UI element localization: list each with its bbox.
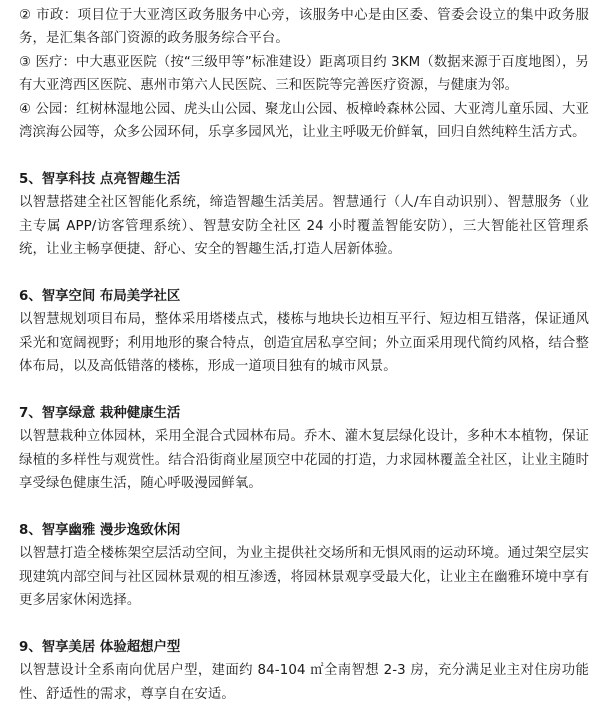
section-smart-home: [19, 636, 589, 706]
section-body: 以智慧打造全楼栋架空层活动空间，为业主提供社交场所和无惧风雨的运动环境。通过架空层实现建筑内部空间与社区园林景观的相互渗透，将园林景观享受最大化，让业主在幽雅环境中享有更多居家休闲选择。: [19, 546, 589, 609]
section-smart-green: [19, 402, 589, 496]
section-heading: 7、智享绿意 栽种健康生活: [19, 405, 181, 421]
section-heading: 6、智享空间 布局美学社区: [19, 288, 181, 304]
section-body: 以智慧搭建全社区智能化系统，缔造智趣生活美居。智慧通行（人/车自动识别）、智慧服务（业主专属 APP/访客管理系统）、智慧安防全社区 24 小时覆盖智能安防），三大智能社区管理系统，让业主畅享便捷、舒心、安全的智趣生活,打造人居新体验。: [19, 195, 589, 258]
section-heading: 9、智享美居 体验超想户型: [19, 639, 181, 655]
section-heading: 5、智享科技 点亮智趣生活: [19, 171, 181, 187]
intro-item-municipal: ② 市政：项目位于大亚湾区政务服务中心旁，该服务中心是由区委、管委会设立的集中政务服务，是汇集各部门资源的政务服务综合平台。: [19, 8, 589, 47]
section-body: 以智慧栽种立体园林，采用全混合式园林布局。乔木、灌木复层绿化设计，多种木本植物，保证绿植的多样性与观赏性。结合沿街商业屋顶空中花园的打造，力求园林覆盖全社区，让业主随时享受绿色健康生活，随心呼吸漫园鲜氧。: [19, 429, 589, 492]
section-heading: 8、智享幽雅 漫步逸致休闲: [19, 522, 181, 538]
intro-item-parks: ④ 公园：红树林湿地公园、虎头山公园、聚龙山公园、板樟岭森林公园、大亚湾儿童乐园、大亚湾滨海公园等，众多公园环伺，乐享多园风光，让业主呼吸无价鲜氧，回归自然纯粹生活方式。: [19, 101, 589, 141]
section-body: 以智慧设计全系南向优居户型，建面约 84-104 ㎡全南智想 2-3 房，充分满足业主对住房功能性、舒适性的需求，尊享自在安适。: [19, 663, 589, 702]
section-body: 以智慧规划项目布局，整体采用塔楼点式，楼栋与地块长边相互平行、短边相互错落，保证通风采光和宽阔视野；利用地形的聚合特点，创造宜居私享空间；外立面采用现代简约风格，结合整体布局，以及高低错落的楼栋，形成一道项目独有的城市风景。: [19, 312, 589, 375]
section-smart-tech: [19, 168, 589, 262]
section-smart-leisure: [19, 519, 589, 613]
section-smart-space: [19, 285, 589, 379]
intro-item-medical: ③ 医疗：中大惠亚医院（按“三级甲等”标准建设）距离项目约 3KM（数据来源于百度地图），另有大亚湾西区医院、惠州市第六人民医院、三和医院等完善医疗资源，与健康为邻。: [19, 54, 589, 94]
document-body: [19, 4, 589, 706]
